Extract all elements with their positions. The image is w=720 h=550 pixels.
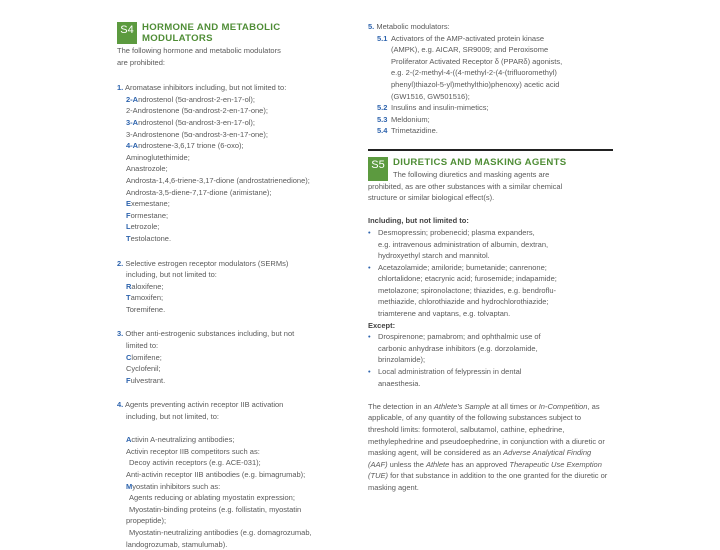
substance-lead: T — [126, 293, 131, 303]
including-label: Including, but not limited to: — [368, 216, 469, 226]
substance-entry — [117, 352, 362, 364]
subitem-line: Activators of the AMP-activated protein kinase — [391, 33, 544, 43]
substance-text: etrozole; — [130, 222, 160, 232]
substance-lead: M — [126, 481, 133, 491]
s4-title-line: MODULATORS — [142, 33, 213, 44]
s4-header — [117, 22, 362, 44]
substance-lead: 4-A — [126, 141, 139, 151]
subitem-text — [391, 114, 430, 126]
bullet-line: chlortalidone; etacrynic acid; furosemide; indapamide; — [378, 274, 557, 284]
s5-header — [368, 157, 613, 181]
bullet-item — [368, 262, 613, 320]
bullet-text — [378, 366, 521, 389]
substance-entry — [117, 363, 362, 375]
substance-text: Androsta-1,4,6-triene-3,17-dione (androstatrienedione); — [126, 175, 310, 185]
substance-text: amoxifen; — [130, 293, 164, 303]
bullet-line: metolazone; spironolactone; thiazides, e.g. bendroflu- — [378, 285, 557, 295]
item-4-entries — [117, 434, 362, 550]
bullet-text — [378, 331, 541, 366]
substance-text: lomifene; — [131, 352, 162, 362]
s4-title — [142, 22, 280, 44]
subitem — [368, 102, 613, 114]
intro-line: prohibited, as are other substances with a similar chemical — [368, 181, 563, 191]
bullet-line: anaesthesia. — [378, 378, 421, 388]
subitem-text — [391, 102, 489, 114]
bullet-line: triamterene and vaptans, e.g. tolvaptan. — [378, 309, 511, 319]
bullet-item — [368, 227, 613, 262]
bullet-icon: • — [368, 367, 371, 377]
subitem-line: Meldonium; — [391, 114, 430, 124]
substance-entry — [117, 539, 362, 550]
substance-text: Anastrozole; — [126, 164, 168, 174]
subitem-number: 5.3 — [377, 114, 388, 124]
substance-text: Aminoglutethimide; — [126, 152, 190, 162]
bullet-line: brinzolamide); — [378, 355, 426, 365]
subitem-line: (AMPK), e.g. AICAR, SR9009; and Peroxisome — [391, 45, 549, 55]
paragraph-text: The detection in an — [368, 401, 434, 411]
substance-entry — [117, 210, 362, 222]
substance-entry — [117, 304, 362, 316]
bullet-line: e.g. intravenous administration of albumin, dextran, — [378, 239, 549, 249]
substance-lead: C — [126, 352, 132, 362]
substance-text: ormestane; — [130, 210, 169, 220]
item-2 — [117, 258, 362, 316]
subitem-line: phenyl)thiazol-5-yl)methylthio)phenoxy) acetic acid — [391, 79, 560, 89]
substance-entry — [117, 221, 362, 233]
s4-badge: S4 — [117, 22, 137, 44]
item-text: Aromatase inhibitors including, but not limited to: — [124, 83, 287, 93]
item-text: Other anti-estrogenic substances including, but not — [125, 329, 295, 339]
substance-text: 3-Androstenone (5α-androst-3-en-17-one); — [126, 129, 268, 139]
substance-text: Decoy activin receptors (e.g. ACE-031); — [129, 458, 261, 468]
substance-lead: R — [126, 281, 132, 291]
item-text: including, but not limited to: — [126, 270, 217, 280]
substance-entry — [117, 281, 362, 293]
item-5 — [368, 21, 613, 137]
subitem-line: Insulins and insulin-mimetics; — [391, 103, 489, 113]
included-list — [368, 227, 613, 320]
bullet-line: Local administration of felypressin in dental — [378, 367, 522, 377]
substance-text: Cyclofenil; — [126, 364, 161, 374]
substance-entry — [117, 163, 362, 175]
bullet-text — [378, 227, 548, 262]
bullet-text — [378, 262, 557, 320]
subitem — [368, 125, 613, 137]
substance-entry — [117, 375, 362, 387]
subitem — [368, 33, 613, 103]
subitem-number: 5.2 — [377, 103, 388, 113]
paragraph-text: for that substance in addition to the one granted for the diuretic or masking agent. — [368, 471, 608, 492]
except-label: Except: — [368, 320, 396, 330]
substance-text: ctivin A-neutralizing antibodies; — [131, 435, 235, 445]
paragraph-term: In-Competition — [538, 401, 588, 411]
bullet-line: Acetazolamide; amiloride; bumetanide; canrenone; — [378, 262, 547, 272]
substance-text: landogrozumab, stamulumab). — [126, 539, 228, 549]
substance-text: ndrostenol (5α-androst-2-en-17-ol); — [138, 94, 255, 104]
substance-entry — [117, 457, 362, 469]
substance-text: 2-Androstenone (5α-androst-2-en-17-one); — [126, 106, 268, 116]
substance-entry — [117, 527, 362, 539]
item-number: 4. — [117, 400, 124, 410]
subitem-number: 5.4 — [377, 126, 388, 136]
bullet-line: Desmopressin; probenecid; plasma expanders, — [378, 227, 535, 237]
substance-entry — [117, 129, 362, 141]
item-text: including, but not limited, to: — [126, 412, 219, 422]
item-1 — [117, 82, 362, 244]
subitem-line: e.g. 2-(2-methyl-4-((4-methyl-2-(4-(trifluoromethyl) — [391, 68, 557, 78]
paragraph-text: has an approved — [449, 459, 510, 469]
substance-lead: 3-A — [126, 117, 139, 127]
item-text: Agents preventing activin receptor IIB activation — [124, 400, 284, 410]
subitem-line: (GW1516, GW501516); — [391, 91, 470, 101]
intro-line: structure or similar biological effect(s). — [368, 193, 495, 203]
bullet-item — [368, 366, 613, 389]
substance-entry — [117, 469, 362, 481]
subitem-text — [391, 33, 562, 103]
s4-column — [117, 22, 362, 550]
substance-entry — [117, 504, 362, 516]
item-number: 3. — [117, 329, 124, 339]
substance-text: aloxifene; — [131, 281, 164, 291]
substance-text: Myostatin-binding proteins (e.g. follistatin, myostatin — [129, 504, 302, 514]
item-2-entries — [117, 281, 362, 316]
subitem — [368, 114, 613, 126]
bullet-icon: • — [368, 262, 371, 272]
substance-entry — [117, 434, 362, 446]
item-5-subitems — [368, 33, 613, 137]
substance-entry — [117, 140, 362, 152]
bullet-line: carbonic anhydrase inhibitors (e.g. dorzolamide, — [378, 343, 538, 353]
substance-text: ndrostene-3,6,17 trione (6-oxo); — [138, 141, 244, 151]
substance-entry — [117, 515, 362, 527]
substance-text: Activin receptor IIB competitors such as: — [126, 446, 260, 456]
bullet-item — [368, 331, 613, 366]
item-number: 5. — [368, 22, 375, 31]
paragraph-text: unless the — [387, 459, 426, 469]
substance-entry — [117, 117, 362, 129]
substance-entry — [117, 481, 362, 493]
item-text: limited to: — [126, 341, 159, 351]
substance-text: Anti-activin receptor IIB antibodies (e.g. bimagrumab); — [126, 470, 306, 479]
item-3 — [117, 328, 362, 386]
section-divider — [368, 149, 613, 151]
item-number: 2. — [117, 258, 124, 268]
substance-text: ulvestrant. — [130, 375, 166, 385]
subitem-line: Trimetazidine. — [391, 126, 438, 136]
item-4 — [117, 399, 362, 550]
substance-text: Myostatin-neutralizing antibodies (e.g. domagrozumab, — [129, 527, 312, 537]
substance-lead: A — [126, 435, 132, 445]
right-column — [368, 21, 613, 494]
substance-entry — [117, 105, 362, 117]
intro-line: The following hormone and metabolic modulators — [117, 46, 281, 55]
substance-lead: 2-A — [126, 94, 139, 104]
substance-text: Androsta-3,5-diene-7,17-dione (arimistane); — [126, 187, 272, 197]
s5-title: DIURETICS AND MASKING AGENTS — [393, 156, 567, 168]
substance-entry — [117, 198, 362, 210]
paragraph-term: Adverse Analytical Finding (AAF) — [368, 448, 592, 469]
subitem-number: 5.1 — [377, 33, 388, 43]
intro-line: The following diuretics and masking agents are — [393, 169, 550, 179]
substance-lead: F — [126, 210, 131, 220]
substance-text: propeptide); — [126, 516, 167, 526]
paragraph-text: at all times or — [489, 401, 539, 411]
s5-badge: S5 — [368, 157, 388, 181]
s5-header-text — [393, 157, 566, 181]
substance-text: yostatin inhibitors such as: — [132, 481, 221, 491]
paragraph-text: , as applicable, of any quantity of the following substances subject to threshold limits: formoterol, salbutamol, cathine, ephedrine, methylephedrine and pseudoephedrine, in conjunction with a diuretic or masking agent, will be considered as an — [368, 401, 605, 458]
substance-text: Toremifene. — [126, 304, 166, 314]
intro-line: are prohibited: — [117, 57, 165, 67]
item-3-entries — [117, 352, 362, 387]
substance-lead: L — [126, 222, 131, 232]
item-number: 1. — [117, 83, 124, 93]
bullet-line: Drospirenone; pamabrom; and ophthalmic use of — [378, 332, 541, 342]
item-text: Metabolic modulators: — [376, 22, 450, 31]
item-1-entries — [117, 94, 362, 245]
threshold-paragraph — [368, 401, 608, 494]
substance-entry — [117, 94, 362, 106]
paragraph-term: Athlete's Sample — [433, 401, 490, 411]
s4-intro — [117, 45, 362, 68]
paragraph-term: Athlete — [425, 459, 450, 469]
subitem-text — [391, 125, 438, 137]
substance-lead: T — [126, 233, 131, 243]
bullet-icon: • — [368, 227, 371, 237]
substance-text: xemestane; — [131, 199, 170, 209]
excepted-list — [368, 331, 613, 389]
substance-entry — [117, 446, 362, 458]
substance-lead: E — [126, 199, 132, 209]
s4-title-line: HORMONE AND METABOLIC — [142, 22, 281, 33]
substance-entry — [117, 187, 362, 199]
substance-text: ndrostenol (5α-androst-3-en-17-ol); — [138, 117, 255, 127]
substance-lead: F — [126, 375, 131, 385]
substance-entry — [117, 492, 362, 504]
bullet-icon: • — [368, 332, 371, 342]
substance-entry — [117, 152, 362, 164]
paragraph-term: Therapeutic Use Exemption (TUE) — [368, 459, 602, 481]
substance-entry — [117, 292, 362, 304]
substance-entry — [117, 233, 362, 245]
bullet-line: hydroxyethyl starch and mannitol. — [378, 251, 490, 261]
substance-entry — [117, 175, 362, 187]
subitem-line: Proliferator Activated Receptor δ (PPARδ) agonists, — [391, 56, 563, 66]
bullet-line: methiazide, chlorothiazide and hydrochlorothiazide; — [378, 297, 549, 307]
item-text: Selective estrogen receptor modulators (SERMs) — [125, 258, 289, 268]
substance-text: Agents reducing or ablating myostatin expression; — [129, 493, 295, 503]
substance-text: estolactone. — [130, 233, 172, 243]
